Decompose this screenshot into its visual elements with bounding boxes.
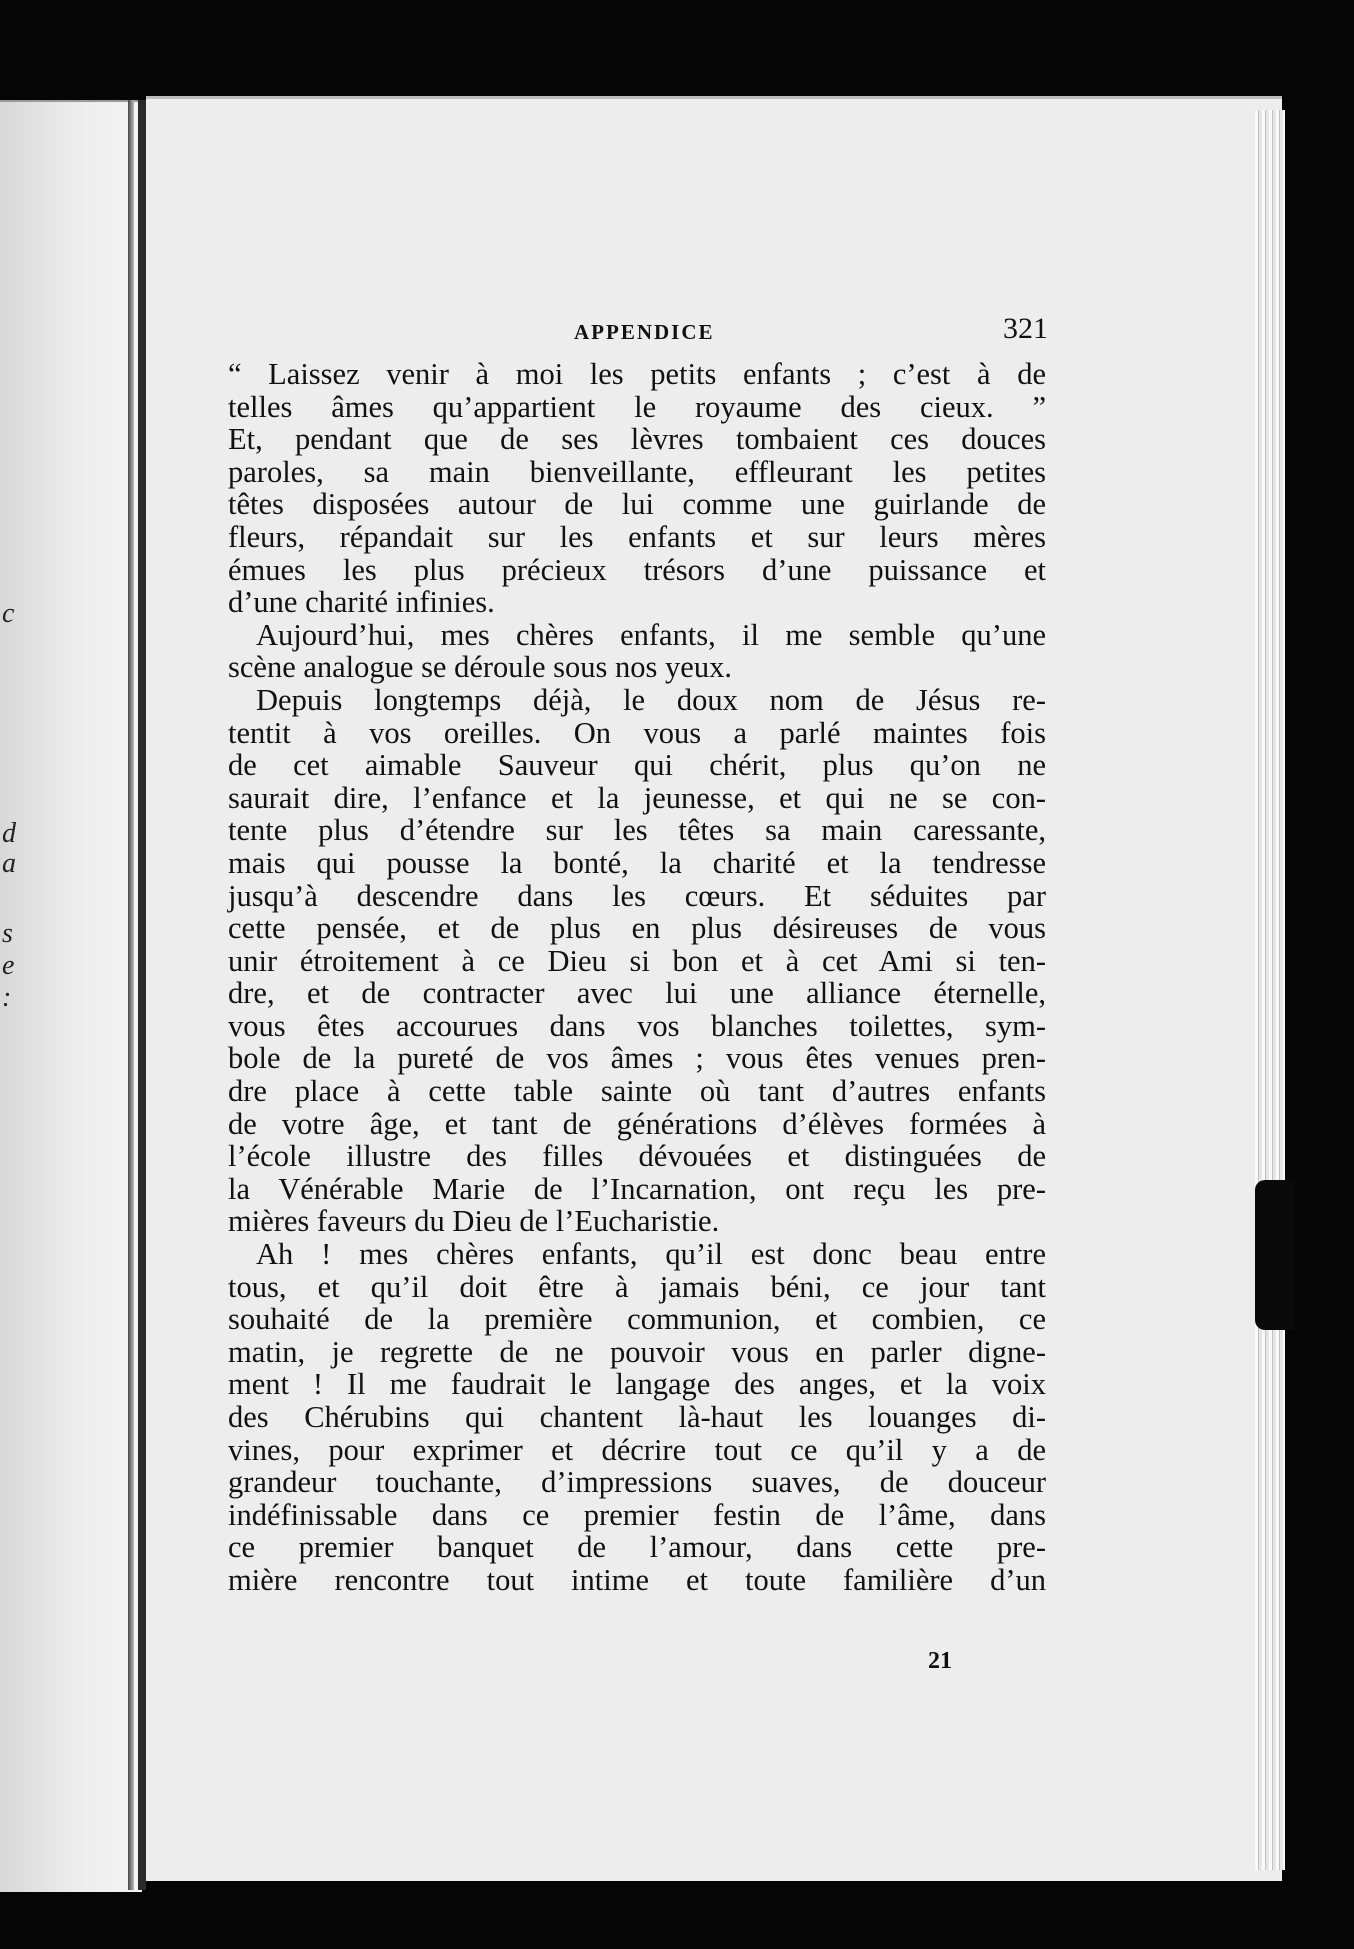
- text-line: paroles, sa main bienveillante, effleurant les petites: [228, 454, 1046, 489]
- text-line: émues les plus précieux trésors d’une puissance et: [228, 552, 1046, 587]
- text-line: de votre âge, et tant de générations d’élèves formées à: [228, 1106, 1046, 1141]
- text-line: mière rencontre tout intime et toute familière d’un: [228, 1562, 1046, 1597]
- text-line: indéfinissable dans ce premier festin de l’âme, dans: [228, 1497, 1046, 1532]
- text-line: tente plus d’étendre sur les têtes sa main caressante,: [228, 813, 1046, 848]
- text-line: de cet aimable Sauveur qui chérit, plus qu’on ne: [228, 748, 1046, 783]
- left-page: [0, 100, 142, 1892]
- paragraph: [228, 619, 1046, 684]
- text-line: vous êtes accourues dans vos blanches toilettes, sym-: [228, 1008, 1046, 1043]
- text-line: scène analogue se déroule sous nos yeux.: [228, 650, 732, 685]
- text-line: ce premier banquet de l’amour, dans cette pre-: [228, 1530, 1046, 1565]
- text-line: matin, je regrette de ne pouvoir vous en parler digne-: [228, 1334, 1046, 1369]
- text-line: unir étroitement à ce Dieu si bon et à cet Ami si ten-: [228, 943, 1046, 978]
- text-line: dre place à cette table sainte où tant d’autres enfants: [228, 1074, 1046, 1109]
- margin-glyph: c: [2, 598, 15, 629]
- text-line: des Chérubins qui chantent là-haut les louanges di-: [228, 1400, 1046, 1434]
- text-line: Et, pendant que de ses lèvres tombaient ces douces: [228, 422, 1046, 457]
- text-line: la Vénérable Marie de l’Incarnation, ont reçu les pre-: [228, 1171, 1046, 1206]
- margin-glyph: e: [2, 950, 15, 981]
- signature-mark: 21: [928, 1648, 952, 1674]
- page-stack-edge: [1255, 110, 1285, 1870]
- text-line: têtes disposées autour de lui comme une guirlande de: [228, 487, 1046, 522]
- text-line: jusqu’à descendre dans les cœurs. Et séduites par: [228, 878, 1046, 913]
- book-gutter: [138, 100, 146, 1890]
- text-line: tentit à vos oreilles. On vous a parlé maintes fois: [228, 715, 1046, 750]
- running-head-title: APPENDICE: [574, 320, 715, 344]
- text-line: souhaité de la première communion, et combien, ce: [228, 1302, 1046, 1337]
- text-line: Depuis longtemps déjà, le doux nom de Jésus re-: [256, 682, 1046, 717]
- text-line: bole de la pureté de vos âmes ; vous êtes venues pren-: [228, 1041, 1046, 1076]
- text-line: vines, pour exprimer et décrire tout ce qu’il y a de: [228, 1432, 1046, 1467]
- text-line: telles âmes qu’appartient le royaume des cieux. ”: [228, 389, 1046, 424]
- text-line: l’école illustre des filles dévouées et distinguées de: [228, 1139, 1046, 1174]
- text-line: mais qui pousse la bonté, la charité et la tendresse: [228, 845, 1046, 880]
- margin-glyph: d: [2, 818, 16, 849]
- running-head: [228, 312, 1048, 358]
- text-line: dre, et de contracter avec lui une alliance éternelle,: [228, 976, 1046, 1011]
- page-text: [228, 312, 1048, 1597]
- text-line: grandeur touchante, d’impressions suaves, de douceur: [228, 1465, 1046, 1500]
- text-line: Ah ! mes chères enfants, qu’il est donc beau entre: [256, 1237, 1046, 1272]
- paragraph: [228, 358, 1046, 619]
- margin-glyph: s: [2, 918, 13, 949]
- text-line: cette pensée, et de plus en plus désireuses de vous: [228, 911, 1046, 946]
- binding-tab: [1255, 1180, 1295, 1330]
- margin-glyph: :: [2, 982, 12, 1013]
- paragraph: [228, 1238, 1046, 1597]
- page-number: 321: [1003, 312, 1048, 345]
- left-page-edge: [128, 100, 134, 1890]
- text-line: tous, et qu’il doit être à jamais béni, ce jour tant: [228, 1269, 1046, 1304]
- paragraph: [228, 684, 1046, 1238]
- text-line: Aujourd’hui, mes chères enfants, il me semble qu’une: [256, 617, 1046, 652]
- text-line: d’une charité infinies.: [228, 585, 495, 620]
- text-line: saurait dire, l’enfance et la jeunesse, et qui ne se con-: [228, 780, 1046, 815]
- text-line: fleurs, répandait sur les enfants et sur leurs mères: [228, 519, 1046, 554]
- text-line: ment ! Il me faudrait le langage des anges, et la voix: [228, 1367, 1046, 1402]
- text-line: “ Laissez venir à moi les petits enfants ; c’est à de: [228, 357, 1046, 391]
- margin-glyph: a: [2, 848, 16, 879]
- text-line: mières faveurs du Dieu de l’Eucharistie.: [228, 1204, 720, 1239]
